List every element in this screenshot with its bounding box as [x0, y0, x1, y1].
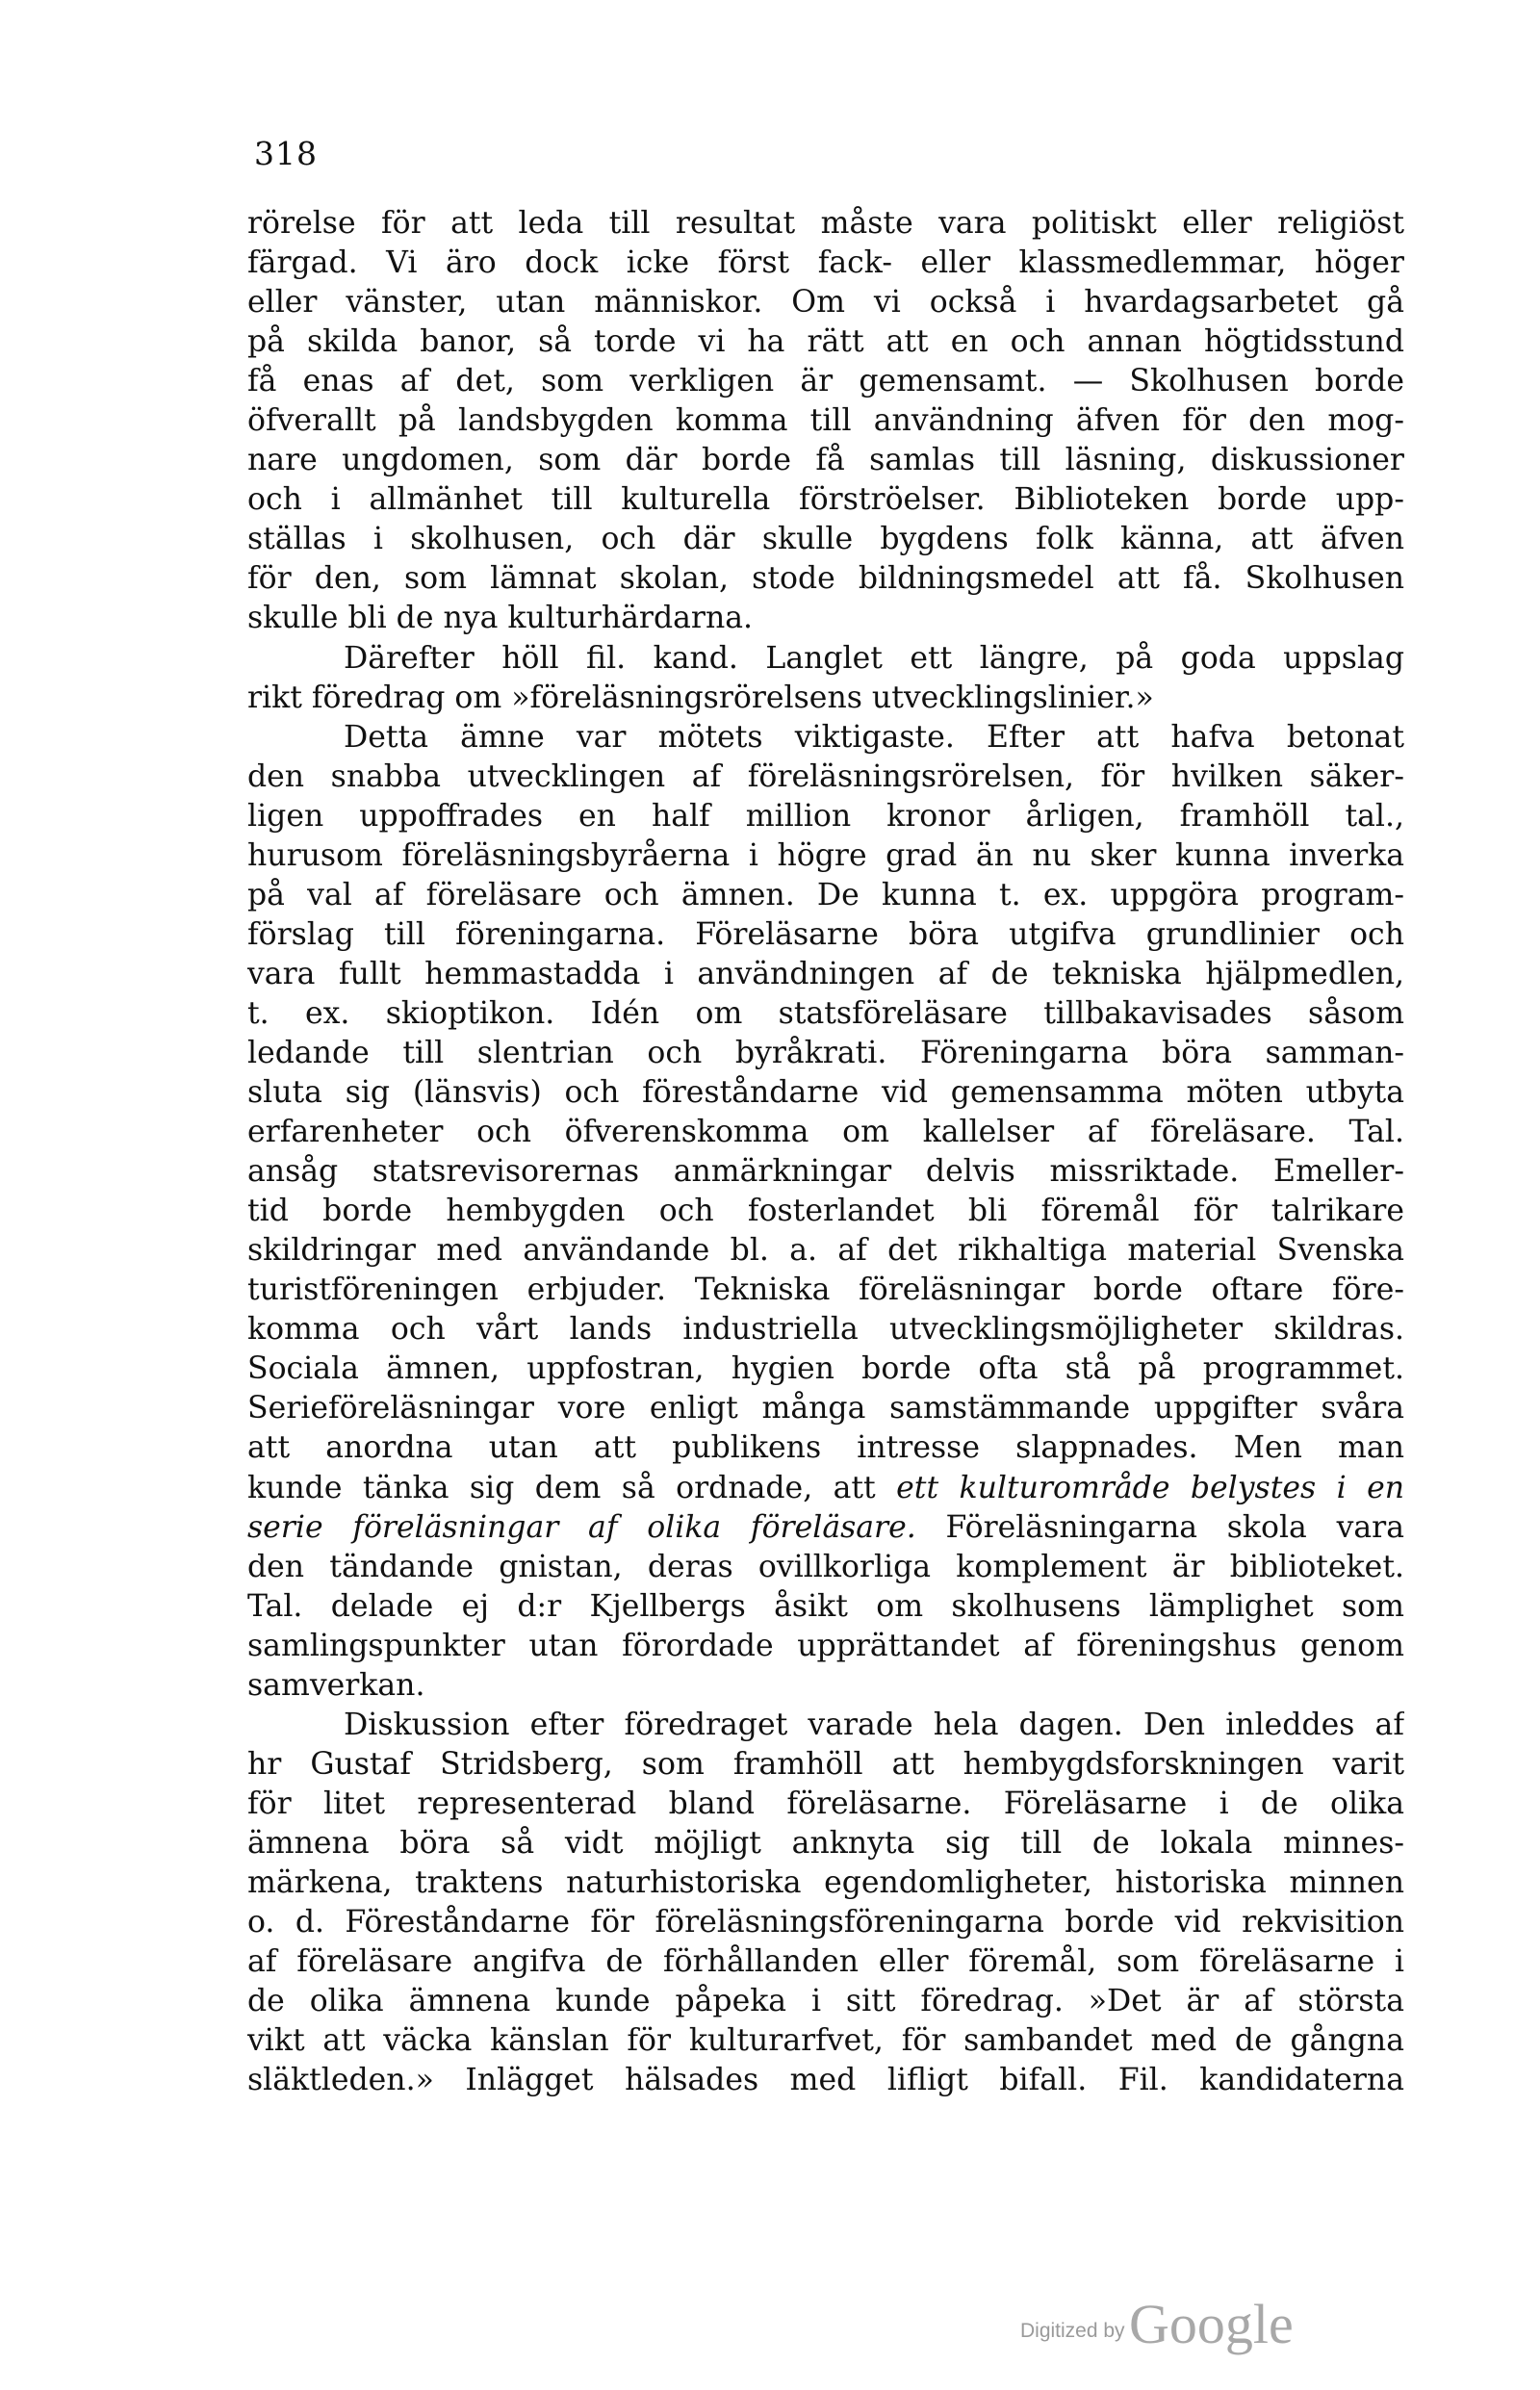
text-line — [247, 1271, 1404, 1310]
text-line — [247, 520, 1404, 559]
line-text: hurusom föreläsningsbyråerna i högre grad än nu sker kunna inverka — [247, 837, 1404, 873]
line-text: eller vänster, utan människor. Om vi också i hvardagsarbetet gå — [247, 285, 1404, 321]
line-text: förslag till föreningarna. Föreläsarne böra utgifva grundlinier och — [247, 916, 1404, 952]
text-line — [247, 1863, 1404, 1903]
text-line — [247, 1745, 1404, 1785]
line-text: Serieföreläsningar vore enligt många samstämmande uppgifter svåra — [247, 1391, 1404, 1426]
text-line — [247, 718, 1404, 758]
text-line — [247, 1389, 1404, 1428]
text-line — [247, 1310, 1404, 1349]
line-text: Detta ämne var mötets viktigaste. Efter att hafva betonat — [344, 719, 1404, 755]
text-line — [247, 283, 1404, 322]
line-text: rörelse för att leda till resultat måste vara politiskt eller religiöst — [247, 206, 1404, 241]
text-line — [247, 836, 1404, 876]
italic-phrase: ett kulturområde belystes i en — [896, 1470, 1404, 1505]
line-text: den snabba utvecklingen af föreläsningsrörelsen, för hvilken säker- — [247, 758, 1404, 794]
line-text: på skilda banor, så torde vi ha rätt att en och annan högtidsstund — [247, 324, 1404, 360]
line-text: samverkan. — [247, 1667, 425, 1703]
text-line — [247, 1942, 1404, 1982]
line-text: Sociala ämnen, uppfostran, hygien borde ofta stå på programmet. — [247, 1351, 1404, 1387]
line-text: tid borde hembygden och fosterlandet bli föremål för talrikare — [247, 1194, 1404, 1229]
digitized-watermark — [1020, 2286, 1294, 2355]
line-text: t. ex. skioptikon. Idén om statsföreläsare tillbakavisades såsom — [247, 995, 1404, 1031]
line-text: af föreläsare angifva de förhållanden eller föremål, som föreläsarne i — [247, 1944, 1404, 1980]
body-text — [247, 204, 1404, 2100]
text-line — [247, 204, 1404, 244]
text-line — [247, 362, 1404, 401]
text-line — [247, 559, 1404, 599]
line-text: erfarenheter och öfverenskomma om kallelser af föreläsare. Tal. — [247, 1115, 1404, 1150]
line-text: rikt föredrag om »föreläsningsrörelsens utvecklingslinier.» — [247, 680, 1154, 715]
watermark-prefix: Digitized by — [1020, 2320, 1125, 2342]
line-text: kunde tänka sig dem så ordnade, att — [247, 1470, 876, 1505]
line-text: och i allmänhet till kulturella förströelser. Biblioteken borde upp- — [247, 482, 1404, 518]
text-line — [247, 599, 1404, 638]
line-text: skildringar med användande bl. a. af det rikhaltiga material Svenska — [247, 1233, 1404, 1269]
text-line — [247, 955, 1404, 994]
text-line — [247, 1349, 1404, 1389]
line-text: turistföreningen erbjuder. Tekniska föreläsningar borde oftare före- — [247, 1272, 1404, 1308]
line-text: på val af föreläsare och ämnen. De kunna t. ex. uppgöra program- — [247, 877, 1404, 912]
text-line — [247, 679, 1404, 718]
text-line — [247, 1113, 1404, 1152]
text-line — [247, 1192, 1404, 1231]
text-line — [247, 1073, 1404, 1113]
line-text: för litet representerad bland föreläsarne. Föreläsarne i de olika — [247, 1786, 1404, 1821]
text-line — [247, 876, 1404, 915]
line-text: o. d. Föreståndarne för föreläsningsföreningarna borde vid rekvisition — [247, 1905, 1404, 1940]
line-text: sluta sig (länsvis) och föreståndarne vid gemensamma möten utbyta — [247, 1075, 1404, 1111]
text-line — [247, 2021, 1404, 2061]
text-line — [247, 1034, 1404, 1073]
text-line — [247, 1469, 1404, 1508]
text-line — [247, 797, 1404, 836]
line-text: samlingspunkter utan förordade upprättandet af föreningshus genom — [247, 1628, 1404, 1663]
text-line — [247, 1508, 1404, 1548]
text-line — [247, 1824, 1404, 1863]
line-text: de olika ämnena kunde påpeka i sitt föredrag. »Det är af största — [247, 1984, 1404, 2019]
text-line — [247, 1428, 1404, 1468]
text-line — [247, 915, 1404, 955]
text-line — [247, 994, 1404, 1034]
line-text: vikt att väcka känslan för kulturarfvet, för sambandet med de gångna — [247, 2023, 1404, 2059]
line-text: Därefter höll fil. kand. Langlet ett längre, på goda uppslag — [344, 640, 1404, 676]
text-line — [247, 1982, 1404, 2021]
text-line — [247, 1587, 1404, 1627]
line-text: för den, som lämnat skolan, stode bildningsmedel att få. Skolhusen — [247, 561, 1404, 597]
line-text: Föreläsningarna skola vara — [945, 1509, 1404, 1545]
text-line — [247, 1548, 1404, 1587]
text-line — [247, 1785, 1404, 1824]
line-text: märkena, traktens naturhistoriska egendomligheter, historiska minnen — [247, 1864, 1404, 1900]
text-line — [247, 480, 1404, 520]
text-line — [247, 1706, 1404, 1745]
text-line — [247, 1666, 1404, 1706]
line-text: ligen uppoffrades en half million kronor årligen, framhöll tal., — [247, 798, 1404, 834]
line-text: skulle bli de nya kulturhärdarna. — [247, 601, 754, 636]
text-line — [247, 401, 1404, 441]
line-text: ansåg statsrevisorernas anmärkningar delvis missriktade. Emeller- — [247, 1154, 1404, 1190]
line-text: hr Gustaf Stridsberg, som framhöll att hembygdsforskningen varit — [247, 1746, 1404, 1782]
line-text: att anordna utan att publikens intresse slappnades. Men man — [247, 1430, 1404, 1466]
text-line — [247, 441, 1404, 480]
text-line — [247, 2061, 1404, 2100]
line-text: vara fullt hemmastadda i användningen af de tekniska hjälpmedlen, — [247, 956, 1404, 991]
text-line — [247, 758, 1404, 797]
line-text: Tal. delade ej d:r Kjellbergs åsikt om skolhusens lämplighet som — [247, 1588, 1404, 1624]
text-line — [247, 1903, 1404, 1942]
page-number: 318 — [254, 135, 318, 172]
line-text: Diskussion efter föredraget varade hela dagen. Den inleddes af — [344, 1707, 1404, 1742]
text-line — [247, 639, 1404, 679]
italic-phrase: serie föreläsningar af olika föreläsare. — [247, 1509, 916, 1545]
line-text: komma och vårt lands industriella utvecklingsmöjligheter skildras. — [247, 1312, 1404, 1348]
line-text: ämnena böra så vidt möjligt anknyta sig till de lokala minnes- — [247, 1825, 1404, 1861]
line-text: färgad. Vi äro dock icke först fack- eller klassmedlemmar, höger — [247, 245, 1404, 281]
line-text: nare ungdomen, som där borde få samlas till läsning, diskussioner — [247, 443, 1404, 478]
line-text: få enas af det, som verkligen är gemensamt. — Skolhusen borde — [247, 364, 1404, 399]
line-text: ställas i skolhusen, och där skulle bygdens folk känna, att äfven — [247, 522, 1404, 557]
text-line — [247, 1231, 1404, 1271]
text-line — [247, 244, 1404, 283]
line-text: den tändande gnistan, deras ovillkorliga komplement är biblioteket. — [247, 1549, 1404, 1584]
google-logo: Google — [1129, 2293, 1294, 2355]
line-text: ledande till slentrian och byråkrati. Föreningarna böra samman- — [247, 1035, 1404, 1070]
line-text: öfverallt på landsbygden komma till användning äfven för den mog- — [247, 403, 1404, 439]
line-text: släktleden.» Inlägget hälsades med lifligt bifall. Fil. kandidaterna — [247, 2063, 1404, 2098]
text-line — [247, 322, 1404, 362]
text-line — [247, 1152, 1404, 1192]
text-line — [247, 1627, 1404, 1666]
